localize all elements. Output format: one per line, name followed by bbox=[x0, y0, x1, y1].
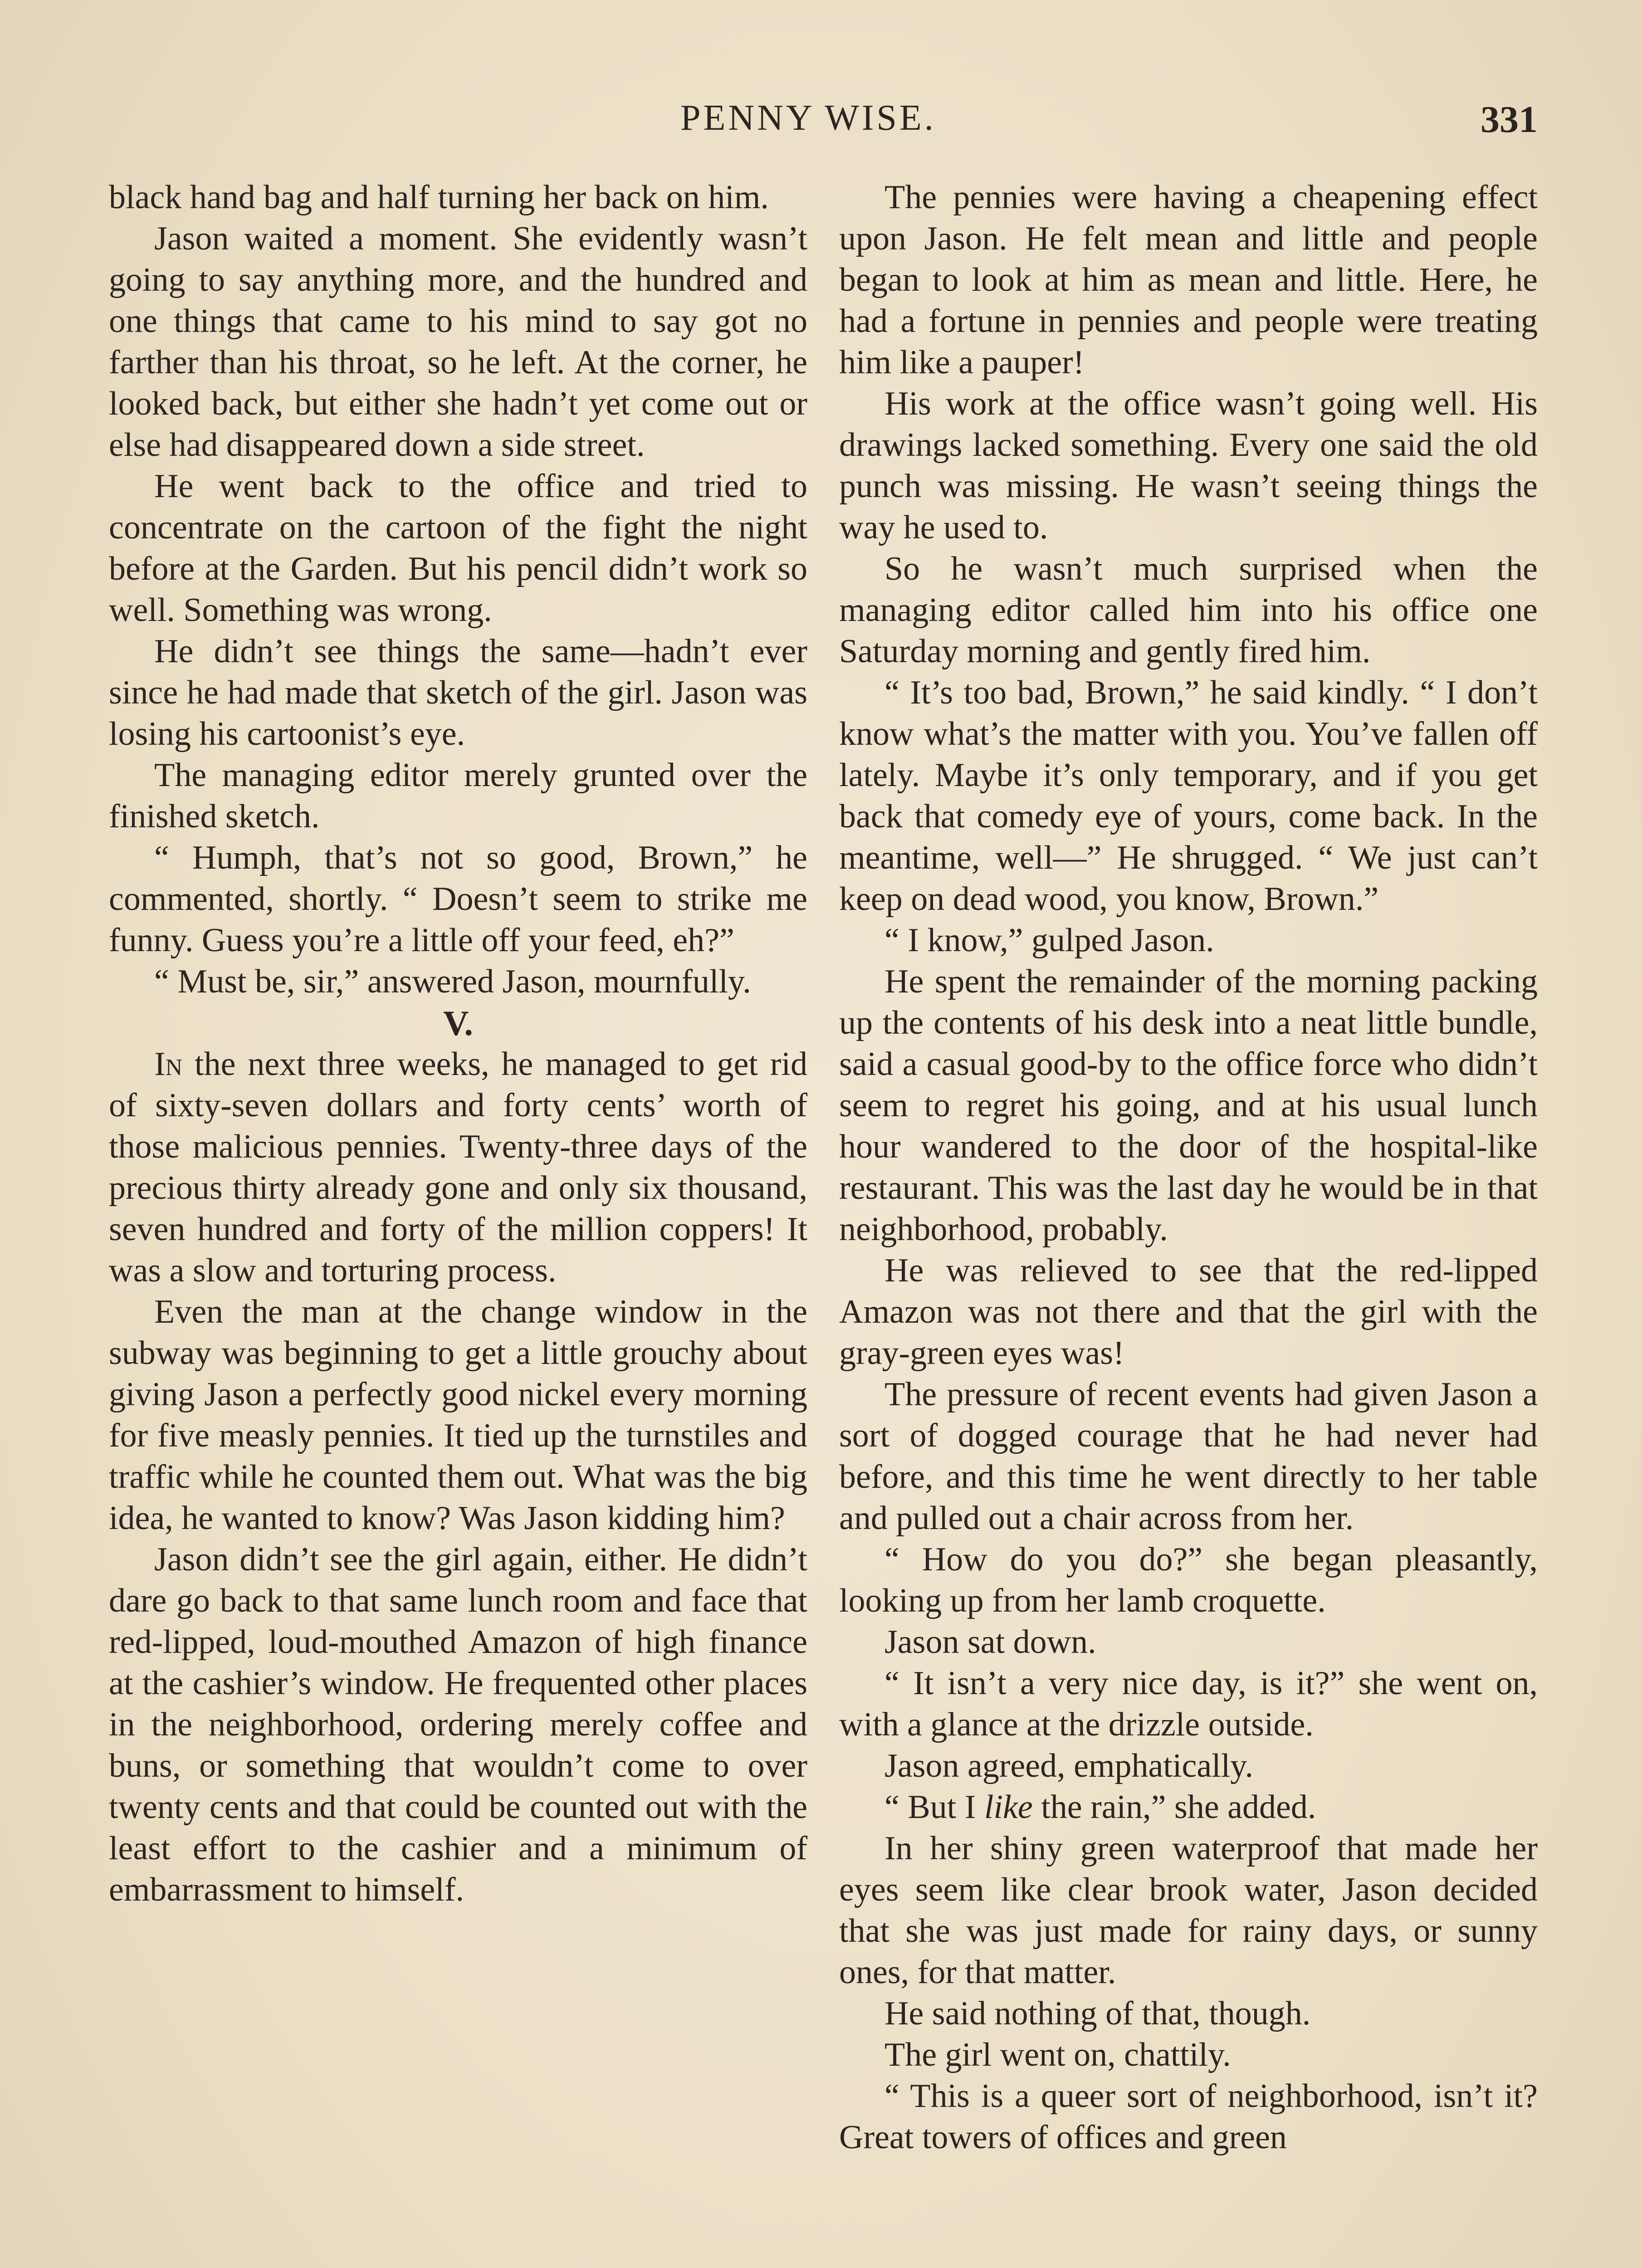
paragraph: He said nothing of that, though. bbox=[885, 1995, 1311, 2032]
paragraph: “ It isn’t a very nice day, is it?” she went on, with a glance at the drizzle outside. bbox=[839, 1665, 1538, 1743]
section-heading: V. bbox=[443, 1003, 473, 1043]
paragraph: black hand bag and half turning her back on him. bbox=[109, 179, 769, 216]
paragraph: Jason agreed, emphatically. bbox=[885, 1747, 1253, 1784]
paragraph: “ Must be, sir,” answered Jason, mournfully. bbox=[154, 963, 751, 1000]
left-column bbox=[109, 177, 807, 1911]
paragraph: So he wasn’t much surprised when the managing editor called him into his office one Saturday morning and gently fired him. bbox=[839, 550, 1538, 670]
paragraph bbox=[839, 1787, 1538, 1828]
paragraph: In her shiny green waterproof that made her eyes seem like clear brook water, Jason decided that she was just made for rainy days, or sunny ones, for that matter. bbox=[839, 1830, 1538, 1991]
paragraph: Even the man at the change window in the subway was beginning to get a little grouchy about giving Jason a perfectly good nickel every morning for five measly pennies. It tied up the turnstiles and traffic while he counted them out. What was the big idea, he wanted to know? Was Jason kidding him? bbox=[109, 1293, 807, 1537]
paragraph: He went back to the office and tried to concentrate on the cartoon of the fight the night before at the Garden. But his pencil didn’t work so well. Something was wrong. bbox=[109, 468, 807, 629]
page-header bbox=[0, 98, 1642, 147]
paragraph: “ This is a queer sort of neighborhood, isn’t it? Great towers of offices and green bbox=[839, 2077, 1538, 2156]
paragraph: Jason sat down. bbox=[885, 1623, 1096, 1661]
right-column bbox=[839, 177, 1538, 2158]
paragraph: Jason didn’t see the girl again, either. He didn’t dare go back to that same lunch room and face that red-lipped, loud-mouthed Amazon of high finance at the cashier’s window. He frequented other places in the neighborhood, ordering merely coffee and buns, or something that wouldn’t come to over twenty cents and that could be counted out with the least effort to the cashier and a minimum of embarrassment to himself. bbox=[109, 1541, 807, 1908]
paragraph-text: the next three weeks, he managed to get rid of sixty-seven dollars and forty cents’ worth of those malicious pennies. Twenty-three days of the precious thirty already gone and only six thousand, seven hundred and forty of the million coppers! It was a slow and torturing process. bbox=[109, 1046, 807, 1289]
paragraph: The managing editor merely grunted over the finished sketch. bbox=[109, 757, 807, 835]
running-title: PENNY WISE. bbox=[680, 98, 936, 138]
paragraph bbox=[109, 1044, 807, 1291]
page-number: 331 bbox=[1481, 98, 1538, 141]
paragraph: “ It’s too bad, Brown,” he said kindly. “ I don’t know what’s the matter with you. You’ve fallen off lately. Maybe it’s only temporary, and if you get back that comedy eye of yours, come back. In the meantime, well—” He shrugged. “ We just can’t keep on dead wood, you know, Brown.” bbox=[839, 674, 1538, 918]
paragraph-text: “ But I bbox=[885, 1789, 984, 1826]
paragraph: He spent the remainder of the morning packing up the contents of his desk into a neat little bundle, said a casual good-by to the office force who didn’t seem to regret his going, and at his usual lunch hour wandered to the door of the hospital-like restaurant. This was the last day he would be in that neighborhood, probably. bbox=[839, 963, 1538, 1248]
emphasis: like bbox=[984, 1789, 1033, 1826]
paragraph: The pennies were having a cheapening effect upon Jason. He felt mean and little and people began to look at him as mean and little. Here, he had a fortune in pennies and people were treating him like a pauper! bbox=[839, 179, 1538, 381]
paragraph: His work at the office wasn’t going well. His drawings lacked something. Every one said the old punch was missing. He wasn’t seeing things the way he used to. bbox=[839, 385, 1538, 546]
paragraph-text: the rain,” she added. bbox=[1032, 1789, 1316, 1826]
paragraph: Jason waited a moment. She evidently wasn’t going to say anything more, and the hundred and one things that came to his mind to say got no farther than his throat, so he left. At the corner, he looked back, but either she hadn’t yet come out or else had disappeared down a side street. bbox=[109, 220, 807, 464]
paragraph: The pressure of recent events had given Jason a sort of dogged courage that he had never had before, and this time he went directly to her table and pulled out a chair across from her. bbox=[839, 1376, 1538, 1537]
paragraph: “ Humph, that’s not so good, Brown,” he commented, shortly. “ Doesn’t seem to strike me funny. Guess you’re a little off your feed, eh?” bbox=[109, 839, 807, 959]
paragraph: He didn’t see things the same—hadn’t ever since he had made that sketch of the girl. Jason was losing his cartoonist’s eye. bbox=[109, 633, 807, 753]
paragraph: The girl went on, chattily. bbox=[885, 2036, 1231, 2073]
paragraph: “ How do you do?” she began pleasantly, looking up from her lamb croquette. bbox=[839, 1541, 1538, 1619]
drop-cap: In bbox=[154, 1046, 183, 1083]
paragraph: He was relieved to see that the red-lipped Amazon was not there and that the girl with the gray-green eyes was! bbox=[839, 1252, 1538, 1372]
paragraph: “ I know,” gulped Jason. bbox=[885, 922, 1214, 959]
